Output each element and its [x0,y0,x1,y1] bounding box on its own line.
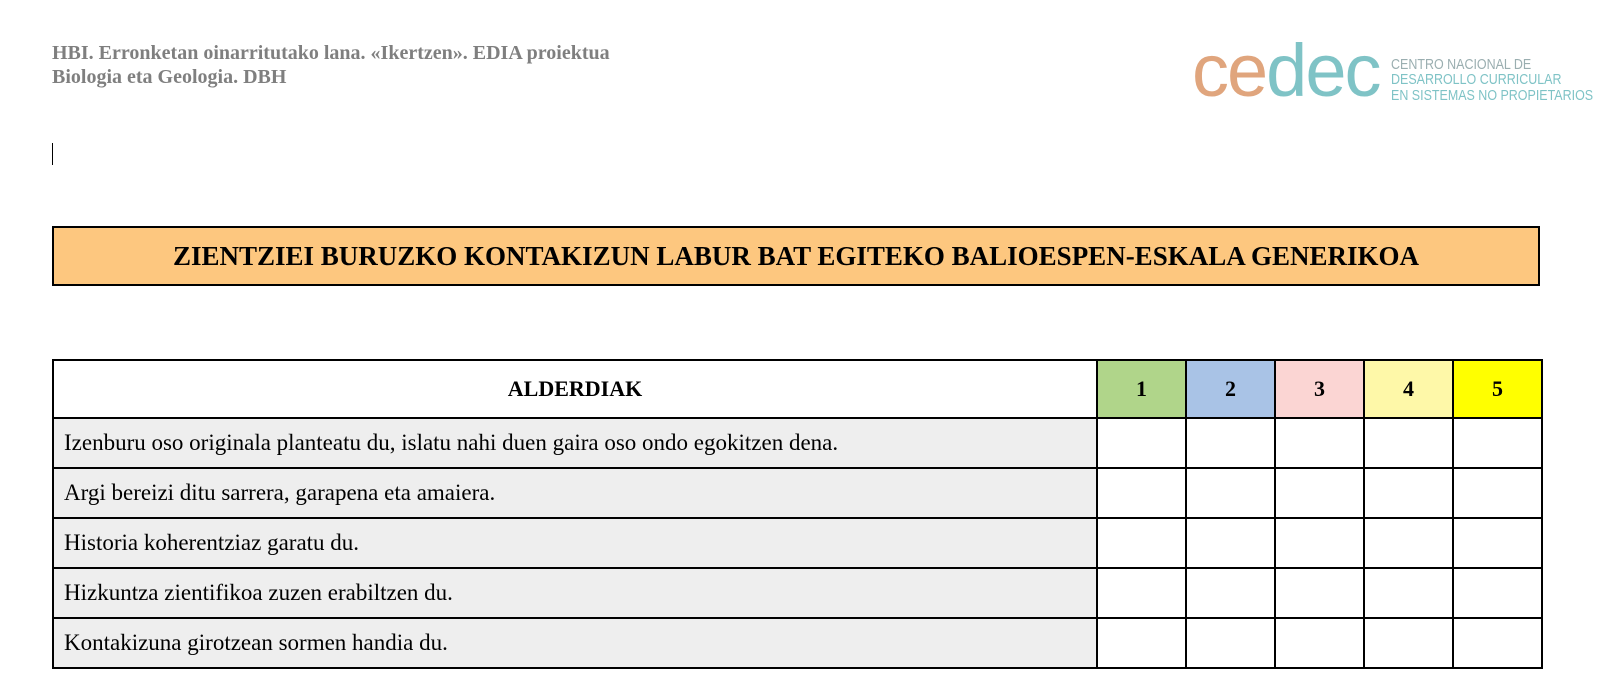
score-cell-1[interactable] [1097,468,1186,518]
score-cell-4[interactable] [1364,418,1453,468]
score-cell-1[interactable] [1097,518,1186,568]
cedec-logo [1192,29,1605,112]
score-cell-1[interactable] [1097,618,1186,668]
table-header-row [53,360,1542,418]
logo-letter: c [1192,29,1227,112]
text-cursor [52,143,53,165]
title-banner [52,226,1540,286]
score-cell-3[interactable] [1275,568,1364,618]
aspects-header: ALDERDIAK [53,360,1097,418]
header-line-2: Biologia eta Geologia. DBH [52,66,287,88]
score-cell-2[interactable] [1186,568,1275,618]
score-cell-4[interactable] [1364,568,1453,618]
score-cell-5[interactable] [1453,568,1542,618]
criterion-cell: Izenburu oso originala planteatu du, islatu nahi duen gaira oso ondo egokitzen dena. [53,418,1097,468]
table-row [53,618,1542,668]
logo-letter: e [1305,29,1345,112]
score-cell-4[interactable] [1364,468,1453,518]
score-cell-3[interactable] [1275,468,1364,518]
table-row [53,518,1542,568]
rating-scale-table [52,359,1543,669]
table-row [53,568,1542,618]
score-header-5: 5 [1453,360,1542,418]
header-line-1: HBI. Erronketan oinarritutako lana. «Ikertzen». EDIA proiektua [52,42,610,64]
score-cell-3[interactable] [1275,618,1364,668]
document-header [52,41,610,89]
logo-letter: c [1344,29,1380,112]
score-cell-2[interactable] [1186,518,1275,568]
score-cell-3[interactable] [1275,518,1364,568]
page-title: ZIENTZIEI BURUZKO KONTAKIZUN LABUR BAT EGITEKO BALIOESPEN-ESKALA GENERIKOA [172,240,1420,271]
logo-wordmark [1192,29,1380,112]
score-cell-4[interactable] [1364,618,1453,668]
table-body [53,418,1542,668]
logo-letter: d [1266,29,1306,112]
score-cell-5[interactable] [1453,618,1542,668]
logo-tagline-line-3: EN SISTEMAS NO PROPIETARIOS [1391,87,1594,104]
score-cell-3[interactable] [1275,418,1364,468]
table-row [53,418,1542,468]
logo-letter: e [1227,29,1267,112]
score-header-3: 3 [1275,360,1364,418]
score-cell-1[interactable] [1097,418,1186,468]
score-cell-5[interactable] [1453,468,1542,518]
table-row [53,468,1542,518]
logo-tagline-line-1: CENTRO NACIONAL DE [1391,56,1532,73]
criterion-cell: Hizkuntza zientifikoa zuzen erabiltzen du. [53,568,1097,618]
score-cell-2[interactable] [1186,618,1275,668]
score-cell-2[interactable] [1186,468,1275,518]
score-cell-5[interactable] [1453,418,1542,468]
score-header-4: 4 [1364,360,1453,418]
logo-tagline [1391,58,1593,105]
criterion-cell: Kontakizuna girotzean sormen handia du. [53,618,1097,668]
score-cell-1[interactable] [1097,568,1186,618]
score-cell-4[interactable] [1364,518,1453,568]
score-cell-2[interactable] [1186,418,1275,468]
score-header-1: 1 [1097,360,1186,418]
score-cell-5[interactable] [1453,518,1542,568]
score-header-2: 2 [1186,360,1275,418]
criterion-cell: Argi bereizi ditu sarrera, garapena eta amaiera. [53,468,1097,518]
logo-tagline-line-2: DESARROLLO CURRICULAR [1391,72,1562,89]
criterion-cell: Historia koherentziaz garatu du. [53,518,1097,568]
